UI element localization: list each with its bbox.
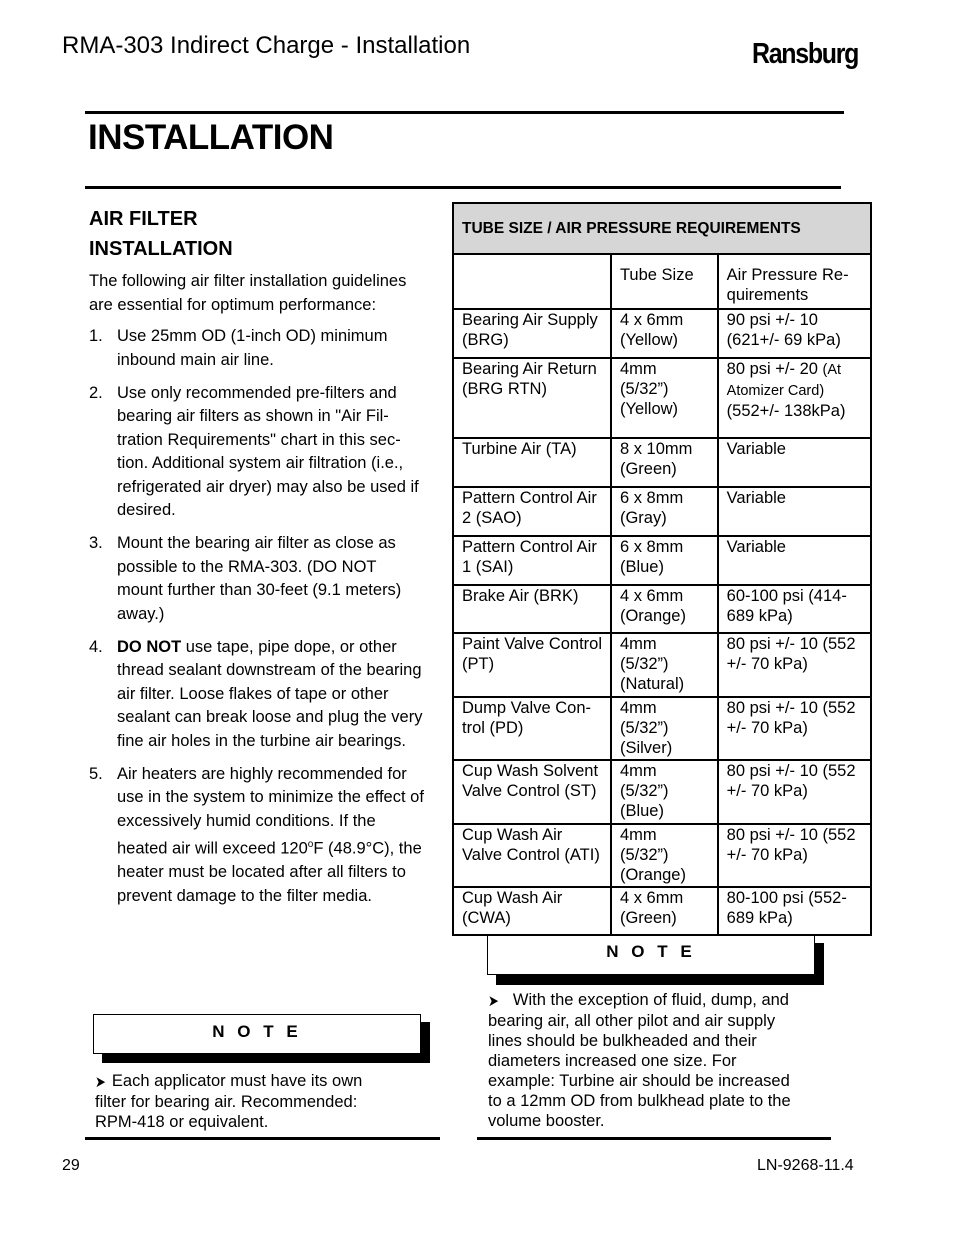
table-cell: 60-100 psi (414-689 kPa) [718,585,871,633]
step-number: 4. [89,637,103,656]
table-cell: Variable [718,438,871,487]
table-cell: 80-100 psi (552-689 kPa) [718,887,871,935]
section-rule [85,186,841,189]
table-caption: TUBE SIZE / AIR PRESSURE REQUIREMENTS [453,203,871,254]
step-number: 2. [89,383,103,402]
table-cell: Brake Air (BRK) [453,585,611,633]
table-row [453,585,871,633]
pressure-value: 80 psi +/- 20 [726,360,823,378]
table-cell: Dump Valve Control (PD) [453,697,611,760]
table-cell: Pattern Control Air 2 (SAO) [453,487,611,536]
table-cell: 4mm (5/32”) (Natural) [611,633,718,697]
top-rule [85,111,844,114]
table-cell: Variable [718,536,871,585]
table-cell: 6 x 8mm (Blue) [611,536,718,585]
table-cell: 80 psi +/- 10 (552 +/- 70 kPa) [718,697,871,760]
list-item [89,636,424,754]
table-header-row [453,254,871,309]
table-cell: 4 x 6mm (Green) [611,887,718,935]
table-cell: Cup Wash Air (CWA) [453,887,611,935]
table-cell: Cup Wash Solvent Valve Control (ST) [453,760,611,824]
table-cell [718,358,871,438]
header-title: RMA-303 Indirect Charge - Installation [62,32,471,59]
degree-superscript: o [307,839,314,850]
note-body: With the exception of fluid, dump, and bearing air, all other pilot and air supply lines should be bulkheaded and their diameters increased one size. For example: Turbine air should be increased to a 12mm OD from bulkhead plate to the volume booster. [488,991,791,1130]
step-number: 3. [89,534,103,552]
table-cell: 80 psi +/- 10 (552 +/- 70 kPa) [718,760,871,824]
table-cell: Bearing Air Return (BRG RTN) [453,358,611,438]
step-text: Use only recommended pre-filters and bearing air filters as shown in "Air Filtration Requirements" chart in this section. Additional system air filtration (i.e., refrigerated air dryer) may also be used if desired. [117,383,419,519]
table-caption-row [453,203,871,254]
table-row [453,887,871,935]
step-text-continued: F (48.9°C), the heater must be located after all filters to prevent damage to the filter media. [117,839,422,905]
table-row [453,824,871,887]
table-cell: 80 psi +/- 10 (552 +/- 70 kPa) [718,633,871,697]
step-text: Mount the bearing air filter as close as possible to the RMA-303. (DO NOT mount further than 30-feet (9.1 meters) away.) [117,534,402,623]
table-cell: Bearing Air Supply (BRG) [453,309,611,358]
right-arrowhead-icon: ➤ [488,991,499,1010]
list-item [89,325,424,372]
table-header-cell: Tube Size [611,254,718,309]
page-number: 29 [62,1157,80,1174]
table-row [453,438,871,487]
table-cell: 4 x 6mm (Yellow) [611,309,718,358]
document-number: LN-9268-11.4 [757,1157,854,1174]
subhead [89,204,424,264]
right-bottom-rule [477,1137,831,1140]
note-label: N O T E [212,1022,302,1041]
guidelines-list [89,325,424,908]
section-title: INSTALLATION [88,118,334,157]
subhead-line-2: INSTALLATION [89,238,233,260]
list-item [89,532,424,626]
table-cell: 4mm (5/32”) (Yellow) [611,358,718,438]
right-arrowhead-icon: ➤ [95,1072,106,1091]
table-cell: 4 x 6mm (Orange) [611,585,718,633]
note-text-right [488,990,808,1131]
table-cell: Turbine Air (TA) [453,438,611,487]
table-cell: Variable [718,487,871,536]
table-cell: 4mm (5/32”) (Blue) [611,760,718,824]
table-cell: 6 x 8mm (Gray) [611,487,718,536]
subhead-line-1: AIR FILTER [89,208,198,230]
table-cell: Cup Wash Air Valve Control (ATI) [453,824,611,887]
table-header-cell [453,254,611,309]
table-row [453,633,871,697]
note-text-left [95,1071,395,1132]
table-row [453,358,871,438]
step-emphasis: DO NOT [117,637,182,656]
step-number: 5. [89,764,103,783]
tube-size-table [452,202,872,936]
table-cell: 8 x 10mm (Green) [611,438,718,487]
table-row [453,697,871,760]
intro-paragraph: The following air filter installation guidelines are essential for optimum performance: [89,272,407,314]
table-cell: 80 psi +/- 10 (552 +/- 70 kPa) [718,824,871,887]
list-item [89,763,424,909]
note-box [487,935,815,975]
list-item [89,382,424,523]
table-cell: Paint Valve Control (PT) [453,633,611,697]
step-text: use tape, pipe dope, or other thread sealant downstream of the bearing air filter. Loose flakes of tape or other sealant can break loose and plug the very fine air holes in the turbine air bearings. [117,637,423,750]
step-text: Use 25mm OD (1-inch OD) minimum inbound main air line. [117,327,388,369]
left-column [89,204,424,918]
brand-logo: Ransburg [752,38,859,70]
table-header-cell: Air Pressure Requirements [718,254,871,309]
table-cell: 4mm (5/32”) (Orange) [611,824,718,887]
left-bottom-rule [85,1137,440,1140]
table-row [453,536,871,585]
table-row [453,760,871,824]
note-box [93,1014,421,1054]
table-cell: Pattern Control Air 1 (SAI) [453,536,611,585]
note-label: N O T E [606,942,696,961]
step-text: Air heaters are highly recommended for use in the system to minimize the effect of excessively humid conditions. If the heated air will exceed 120 [117,764,424,858]
step-number: 1. [89,327,103,345]
table-cell: 4mm (5/32”) (Silver) [611,697,718,760]
pressure-note: (At Atomizer Card) [726,362,842,399]
table-cell: 90 psi +/- 10 (621+/- 69 kPa) [718,309,871,358]
note-body: Each applicator must have its own filter for bearing air. Recommended: RPM-418 or equivalent. [95,1072,363,1131]
table-row [453,309,871,358]
pressure-kpa: (552+/- 138kPa) [726,402,846,420]
table-row [453,487,871,536]
